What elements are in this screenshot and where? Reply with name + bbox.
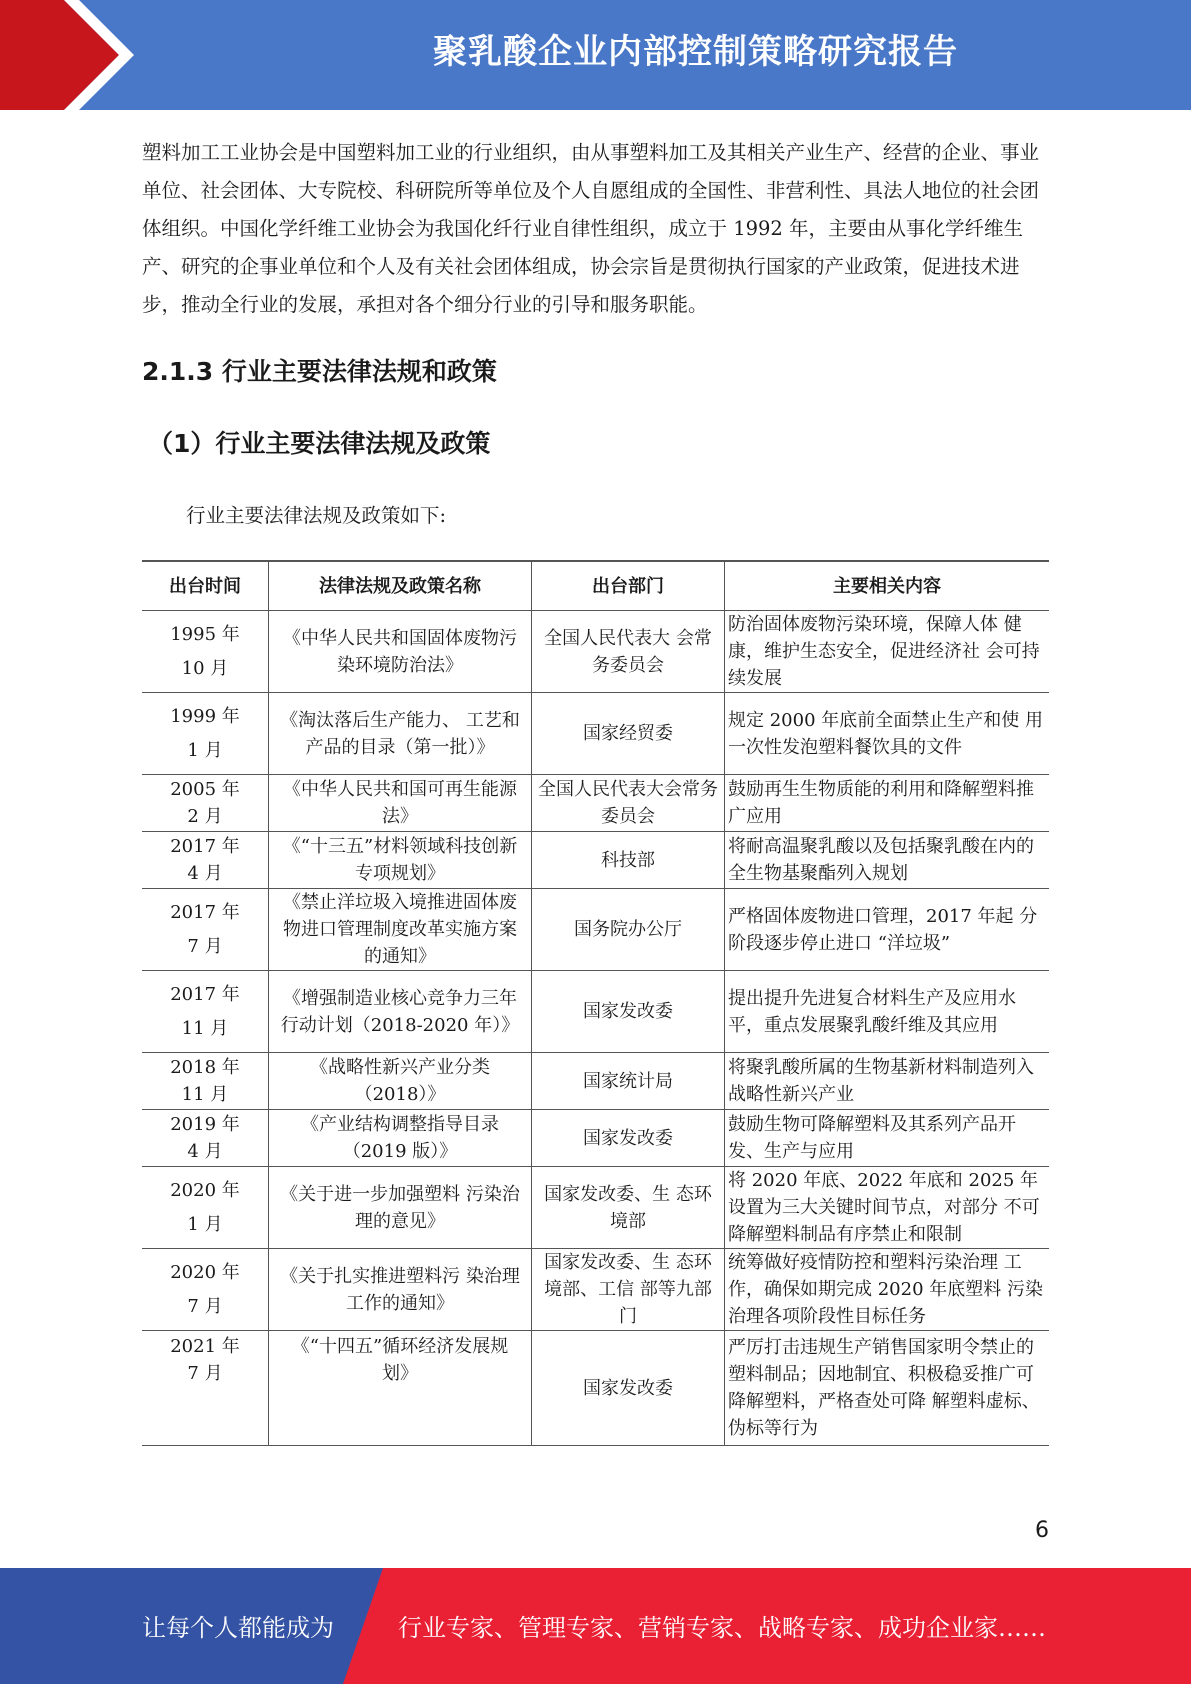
- cell-department: 国家发改委: [532, 1331, 725, 1446]
- table-lead-text: 行业主要法律法规及政策如下:: [186, 504, 447, 527]
- cell-department: 国家发改委: [532, 971, 725, 1053]
- cell-policy-name: 《中华人民共和国可再生能源法》: [269, 775, 532, 832]
- cell-date: 2017 年 4 月: [142, 832, 269, 889]
- table-row: [142, 611, 1049, 693]
- cell-content: 严厉打击违规生产销售国家明令禁止的塑料制品；因地制宜、积极稳妥推广可降解塑料，严格查处可降 解塑料虚标、伪标等行为: [725, 1331, 1050, 1446]
- cell-date: 1995 年 10 月: [142, 611, 269, 693]
- header-content: 主要相关内容: [725, 561, 1050, 611]
- table-row: [142, 693, 1049, 775]
- cell-policy-name: 《禁止洋垃圾入境推进固体废物进口管理制度改革实施方案的通知》: [269, 889, 532, 971]
- footer-slogan-right: 行业专家、管理专家、营销专家、战略专家、成功企业家……: [398, 1614, 1046, 1642]
- cell-department: 全国人民代表大 会常务委员会: [532, 611, 725, 693]
- section-heading: 2.1.3 行业主要法律法规和政策: [142, 357, 497, 386]
- cell-content: 提出提升先进复合材料生产及应用水平，重点发展聚乳酸纤维及其应用: [725, 971, 1050, 1053]
- cell-date: 2018 年 11 月: [142, 1053, 269, 1110]
- table-row: [142, 1331, 1049, 1446]
- cell-date: 2017 年 7 月: [142, 889, 269, 971]
- table-row: [142, 971, 1049, 1053]
- header-policy-name: 法律法规及政策名称: [269, 561, 532, 611]
- table-row: [142, 775, 1049, 832]
- policy-table: [142, 560, 1049, 1446]
- cell-department: 国家发改委、生 态环境部、工信 部等九部门: [532, 1249, 725, 1331]
- table-row: [142, 1110, 1049, 1167]
- cell-content: 统筹做好疫情防控和塑料污染治理 工作，确保如期完成 2020 年底塑料 污染治理各项阶段性目标任务: [725, 1249, 1050, 1331]
- cell-date: 2020 年 7 月: [142, 1249, 269, 1331]
- cell-policy-name: 《中华人民共和国固体废物污染环境防治法》: [269, 611, 532, 693]
- cell-content: 将聚乳酸所属的生物基新材料制造列入战略性新兴产业: [725, 1053, 1050, 1110]
- cell-content: 鼓励生物可降解塑料及其系列产品开发、生产与应用: [725, 1110, 1050, 1167]
- page-footer: [0, 1568, 1191, 1684]
- cell-policy-name: 《“十三五”材料领域科技创新专项规划》: [269, 832, 532, 889]
- cell-department: 国家发改委: [532, 1110, 725, 1167]
- header-arrow-decoration: [0, 0, 200, 110]
- header-date: 出台时间: [142, 561, 269, 611]
- table-row: [142, 889, 1049, 971]
- cell-date: 2005 年 2 月: [142, 775, 269, 832]
- cell-date: 1999 年 1 月: [142, 693, 269, 775]
- table-row: [142, 1167, 1049, 1249]
- cell-department: 国家发改委、生 态环境部: [532, 1167, 725, 1249]
- cell-policy-name: 《增强制造业核心竞争力三年行动计划（2018-2020 年）》: [269, 971, 532, 1053]
- page-number: 6: [1035, 1518, 1049, 1543]
- cell-policy-name: 《“十四五”循环经济发展规划》: [269, 1331, 532, 1446]
- cell-date: 2017 年 11 月: [142, 971, 269, 1053]
- table-row: [142, 1249, 1049, 1331]
- cell-content: 将耐高温聚乳酸以及包括聚乳酸在内的全生物基聚酯列入规划: [725, 832, 1050, 889]
- cell-department: 全国人民代表大会常务委员会: [532, 775, 725, 832]
- subsection-heading: （1）行业主要法律法规及政策: [148, 429, 491, 458]
- table-row: [142, 1053, 1049, 1110]
- cell-department: 国家经贸委: [532, 693, 725, 775]
- header-department: 出台部门: [532, 561, 725, 611]
- cell-content: 严格固体废物进口管理，2017 年起 分阶段逐步停止进口 “洋垃圾”: [725, 889, 1050, 971]
- cell-content: 防治固体废物污染环境，保障人体 健康，维护生态安全，促进经济社 会可持续发展: [725, 611, 1050, 693]
- report-title: 聚乳酸企业内部控制策略研究报告: [433, 32, 958, 72]
- table-row: [142, 832, 1049, 889]
- cell-policy-name: 《战略性新兴产业分类（2018）》: [269, 1053, 532, 1110]
- cell-policy-name: 《淘汰落后生产能力、 工艺和产品的目录（第一批）》: [269, 693, 532, 775]
- cell-content: 鼓励再生生物质能的利用和降解塑料推广应用: [725, 775, 1050, 832]
- footer-slogan-left: 让每个人都能成为: [142, 1614, 334, 1642]
- cell-department: 国家统计局: [532, 1053, 725, 1110]
- cell-date: 2020 年 1 月: [142, 1167, 269, 1249]
- cell-department: 国务院办公厅: [532, 889, 725, 971]
- page-header: [0, 0, 1191, 110]
- cell-department: 科技部: [532, 832, 725, 889]
- cell-policy-name: 《产业结构调整指导目录（2019 版）》: [269, 1110, 532, 1167]
- cell-content: 规定 2000 年底前全面禁止生产和使 用一次性发泡塑料餐饮具的文件: [725, 693, 1050, 775]
- cell-date: 2021 年 7 月: [142, 1331, 269, 1446]
- cell-policy-name: 《关于扎实推进塑料污 染治理工作的通知》: [269, 1249, 532, 1331]
- table-header-row: [142, 561, 1049, 611]
- cell-policy-name: 《关于进一步加强塑料 污染治理的意见》: [269, 1167, 532, 1249]
- cell-date: 2019 年 4 月: [142, 1110, 269, 1167]
- cell-content: 将 2020 年底、2022 年底和 2025 年 设置为三大关键时间节点，对部分 不可降解塑料制品有序禁止和限制: [725, 1167, 1050, 1249]
- intro-paragraph: 塑料加工工业协会是中国塑料加工业的行业组织，由从事塑料加工及其相关产业生产、经营的企业、事业单位、社会团体、大专院校、科研院所等单位及个人自愿组成的全国性、非营利性、具法人地位的社会团体组织。中国化学纤维工业协会为我国化纤行业自律性组织，成立于 1992 年，主要由从事化学纤维生产、研究的企事业单位和个人及有关社会团体组成，协会宗旨是贯彻执行国家的产业政策，促进技术进步，推动全行业的发展，承担对各个细分行业的引导和服务职能。: [142, 141, 1040, 316]
